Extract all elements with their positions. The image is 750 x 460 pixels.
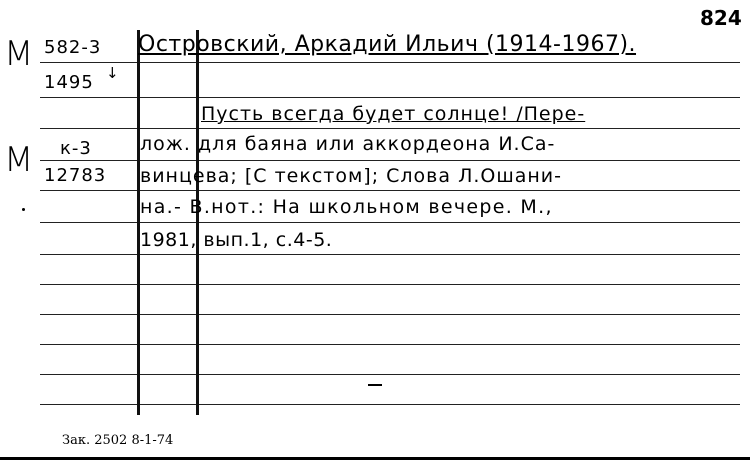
call-number-work-top: к-3 <box>60 138 92 159</box>
call-number-author-bottom: 1495 <box>44 72 94 93</box>
ruled-line <box>40 254 740 255</box>
description-line: Пусть всегда будет солнце! /Пере- <box>201 103 586 125</box>
ruled-line <box>40 404 740 405</box>
ruled-line <box>40 190 740 191</box>
margin-line-left <box>137 30 140 415</box>
ruled-line <box>40 97 740 98</box>
print-stamp: Зак. 2502 8-1-74 <box>62 433 174 448</box>
ruled-line <box>40 62 740 63</box>
ruled-line <box>40 128 740 129</box>
ruled-line <box>40 344 740 345</box>
call-number-mark: ↓ <box>106 64 120 82</box>
description-line: на.- В.нот.: На школьном вечере. М., <box>140 196 553 218</box>
ruled-line <box>40 314 740 315</box>
ink-dot <box>22 208 25 211</box>
description-line: лож. для баяна или аккордеона И.Са- <box>140 133 556 155</box>
call-number-work-bottom: 12783 <box>44 165 107 186</box>
prefix-letter: М <box>4 140 35 180</box>
author-heading: Островский, Аркадий Ильич (1914-1967). <box>138 32 637 57</box>
description-line: винцева; [С текстом]; Слова Л.Ошани- <box>140 165 563 187</box>
prefix-letter: М <box>4 34 35 74</box>
description-line: 1981, вып.1, с.4-5. <box>140 229 333 251</box>
corner-number: 824 <box>700 6 742 30</box>
margin-line-right <box>196 30 199 415</box>
ruled-line <box>40 222 740 223</box>
ruled-line <box>40 284 740 285</box>
call-number-author-top: 582-3 <box>44 37 102 58</box>
ink-dash <box>368 384 382 386</box>
ruled-line <box>40 374 740 375</box>
ruled-line <box>40 160 740 161</box>
